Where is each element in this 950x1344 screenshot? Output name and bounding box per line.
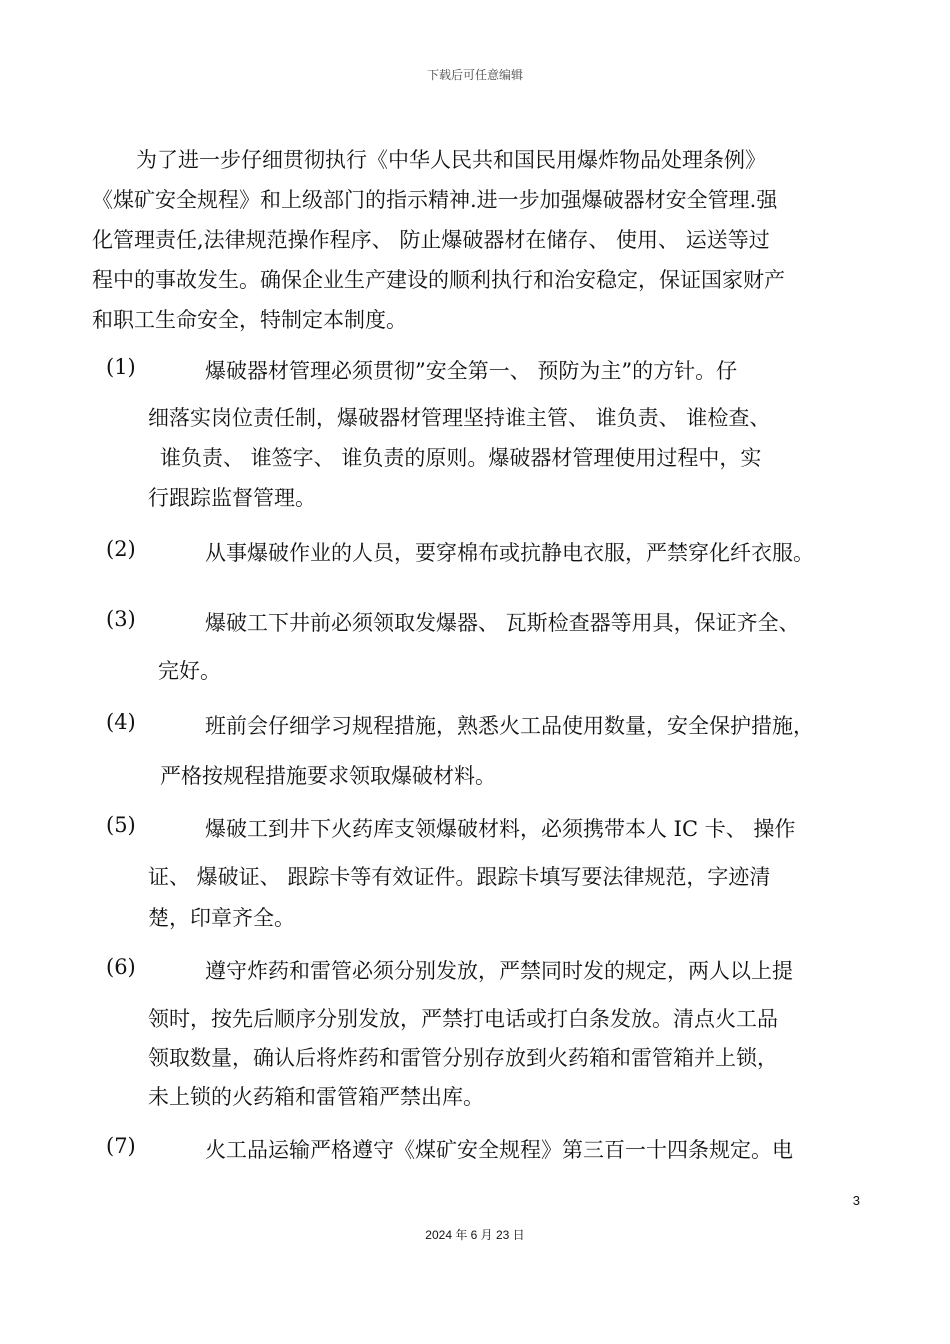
item-line: 遵守炸药和雷管必须分别发放，严禁同时发的规定，两人以上提	[205, 959, 793, 983]
item-line: 细落实岗位责任制，爆破器材管理坚持谁主管、 谁负责、 谁检查、	[148, 406, 771, 430]
intro-line: 《煤矿安全规程》和上级部门的指示精神.进一步加强爆破器材安全管理.强	[92, 188, 778, 212]
item-line: 行跟踪监督管理。	[148, 486, 316, 510]
header-note: 下载后可任意编辑	[426, 68, 523, 82]
item-number: (1)	[106, 355, 136, 379]
item-line: 爆破器材管理必须贯彻”安全第一、 预防为主”的方针。仔	[205, 359, 738, 383]
page-number: 3	[852, 1193, 860, 1208]
item-line: 班前会仔细学习规程措施，熟悉火工品使用数量，安全保护措施，	[205, 714, 814, 738]
footer-date: 2024 年 6 月 23 日	[425, 1228, 525, 1242]
item-line: 爆破工下井前必须领取发爆器、 瓦斯检查器等用具，保证齐全、	[205, 611, 800, 635]
intro-line: 和职工生命安全，特制定本制度。	[92, 308, 407, 332]
item-line: 未上锁的火药箱和雷管箱严禁出库。	[148, 1085, 484, 1109]
item-number: (6)	[106, 955, 136, 979]
intro-line: 程中的事故发生。确保企业生产建设的顺利执行和治安稳定，保证国家财产	[92, 268, 785, 292]
item-line: 从事爆破作业的人员，要穿棉布或抗静电衣服，严禁穿化纤衣服。	[205, 541, 814, 565]
intro-paragraph	[92, 140, 872, 340]
item-line: 楚，印章齐全。	[148, 906, 295, 930]
item-number: (3)	[106, 607, 136, 631]
item-line: 火工品运输严格遵守《煤矿安全规程》第三百一十四条规定。电	[205, 1138, 793, 1162]
item-line: 完好。	[158, 659, 221, 683]
item-number: (5)	[106, 813, 136, 837]
item-number: (7)	[106, 1134, 136, 1158]
item-line: 领取数量，确认后将炸药和雷管分别存放到火药箱和雷管箱并上锁，	[148, 1046, 778, 1070]
item-line: 领时，按先后顺序分别发放，严禁打电话或打白条发放。清点火工品	[148, 1007, 778, 1031]
item-line: 严格按规程措施要求领取爆破材料。	[160, 764, 496, 788]
intro-line: 为了进一步仔细贯彻执行《中华人民共和国民用爆炸物品处理条例》	[136, 148, 766, 172]
item-line: 谁负责、 谁签字、 谁负责的原则。爆破器材管理使用过程中，实	[160, 446, 762, 470]
item-line: 证、 爆破证、 跟踪卡等有效证件。跟踪卡填写要法律规范，字迹清	[148, 865, 771, 889]
intro-line: 化管理责任,法律规范操作程序、 防止爆破器材在储存、 使用、 运送等过	[92, 228, 770, 252]
item-number: (2)	[106, 537, 136, 561]
item-line: 爆破工到井下火药库支领爆破材料，必须携带本人 IC 卡、 操作	[205, 817, 796, 841]
item-number: (4)	[106, 710, 136, 734]
